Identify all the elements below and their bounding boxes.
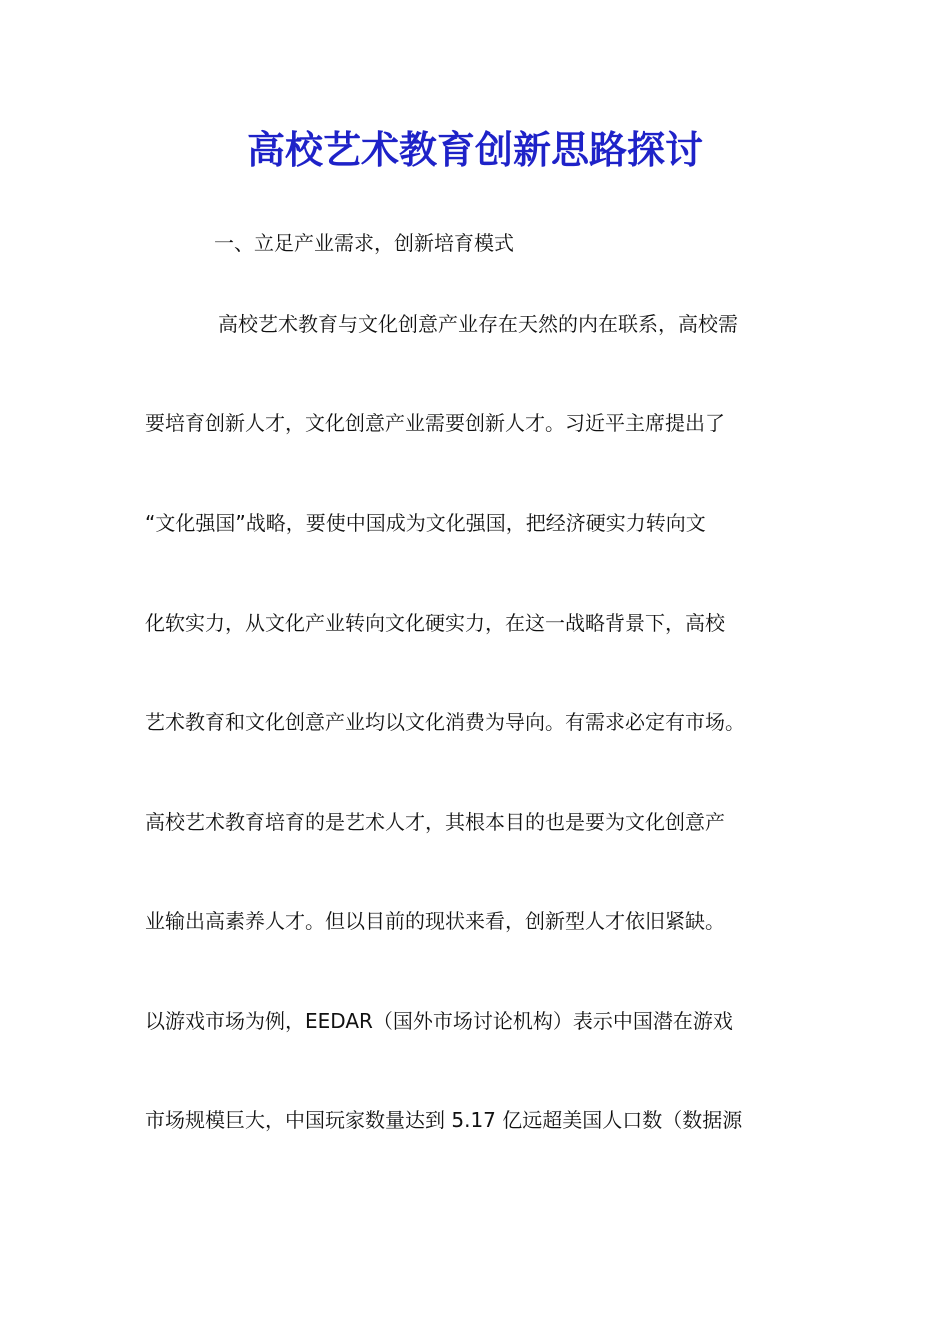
body-line: 市场规模巨大，中国玩家数量达到 5.17 亿远超美国人口数（数据源 xyxy=(145,1108,743,1132)
body-line: 业输出高素养人才。但以目前的现状来看，创新型人才依旧紧缺。 xyxy=(145,909,725,933)
body-line: 要培育创新人才，文化创意产业需要创新人才。习近平主席提出了 xyxy=(145,411,725,435)
section-heading: 一、立足产业需求，创新培育模式 xyxy=(214,231,514,255)
body-line: 以游戏市场为例，EEDAR（国外市场讨论机构）表示中国潜在游戏 xyxy=(145,1009,733,1033)
body-line: 高校艺术教育与文化创意产业存在天然的内在联系，高校需 xyxy=(218,312,738,336)
body-line: 高校艺术教育培育的是艺术人才，其根本目的也是要为文化创意产 xyxy=(145,810,725,834)
body-line: 化软实力，从文化产业转向文化硬实力，在这一战略背景下，高校 xyxy=(145,611,725,635)
body-line: 艺术教育和文化创意产业均以文化消费为导向。有需求必定有市场。 xyxy=(145,710,745,734)
document-title: 高校艺术教育创新思路探讨 xyxy=(246,127,703,172)
body-line: “文化强国”战略，要使中国成为文化强国，把经济硬实力转向文 xyxy=(145,511,706,535)
